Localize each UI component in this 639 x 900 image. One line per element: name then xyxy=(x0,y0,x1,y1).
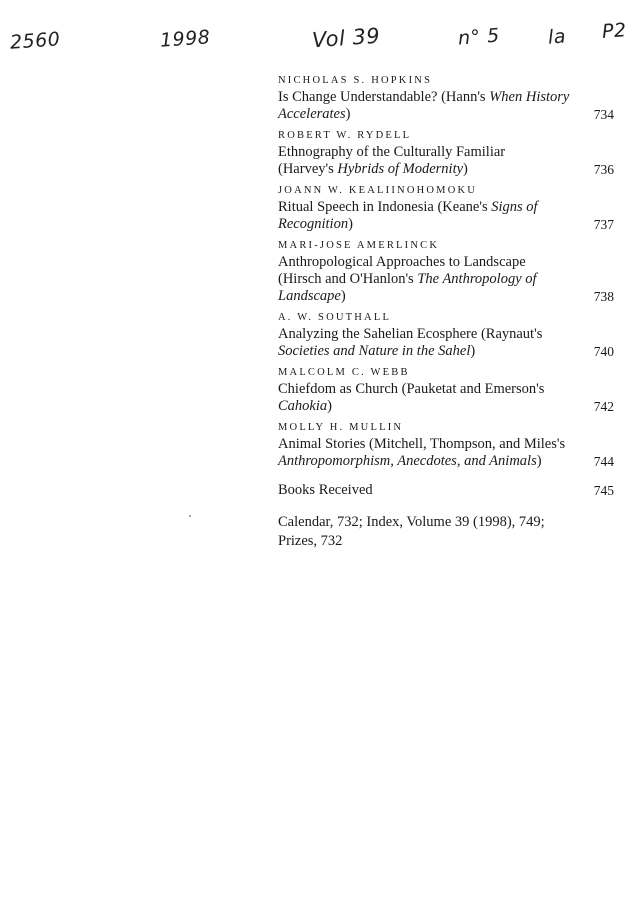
entry-title-line xyxy=(278,199,574,233)
entry-row xyxy=(278,381,614,415)
toc-entry xyxy=(278,421,614,470)
handwritten-note-year: 1998 xyxy=(159,26,212,52)
entry-review-italic: Signs of Recognition xyxy=(278,199,538,232)
entry-title-line xyxy=(278,326,574,360)
books-received-row xyxy=(278,482,614,499)
entry-title: Chiefdom as Church xyxy=(278,381,399,397)
toc-entry xyxy=(278,239,614,305)
entry-review-pre: (Mitchell, Thompson, and Miles's xyxy=(365,436,566,452)
toc-entry xyxy=(278,366,614,415)
entry-page: 736 xyxy=(593,162,614,177)
entry-author: MALCOLM C. WEBB xyxy=(278,367,410,378)
entry-review-pre: (Hann's xyxy=(437,89,490,105)
entry-row xyxy=(278,144,614,178)
entry-author: MOLLY H. MULLIN xyxy=(278,422,404,433)
entry-author: NICHOLAS S. HOPKINS xyxy=(278,75,433,86)
entry-row xyxy=(278,199,614,233)
entry-page: 742 xyxy=(593,399,614,414)
entry-review-post: ) xyxy=(536,453,542,469)
handwritten-note-volume: Vol 39 xyxy=(311,23,381,53)
entry-review-pre: (Raynaut's xyxy=(477,326,543,342)
entry-review-italic: When History Accelerates xyxy=(278,89,570,122)
entry-review-line xyxy=(278,161,574,178)
entry-page: 734 xyxy=(593,107,614,122)
toc-entry xyxy=(278,74,614,123)
entry-title-line xyxy=(278,436,574,470)
entry-page: 738 xyxy=(593,289,614,304)
entry-author: A. W. SOUTHALL xyxy=(278,312,392,323)
entry-review-pre: (Keane's xyxy=(433,199,492,215)
toc-footer: Calendar, 732; Index, Volume 39 (1998), 749; Prizes, 732 xyxy=(278,514,545,549)
entry-title: Ethnography of the Culturally Familiar xyxy=(278,144,506,160)
entry-review-italic: Anthropomorphism, Anecdotes, and Animals xyxy=(278,453,537,469)
entry-review-italic: The Anthropology of Landscape xyxy=(278,271,537,304)
entry-review-post: ) xyxy=(348,216,353,232)
entry-row xyxy=(278,89,614,123)
handwritten-note-id: 2560 xyxy=(9,28,62,54)
entry-review-pre: (Pauketat and Emerson's xyxy=(398,381,545,397)
entry-author: JOANN W. KEALIINOHOMOKU xyxy=(278,185,478,196)
entry-review-post: ) xyxy=(345,106,351,122)
books-received-page: 745 xyxy=(593,483,614,498)
toc-entry xyxy=(278,311,614,360)
entry-row xyxy=(278,254,614,305)
entry-page: 744 xyxy=(593,454,614,469)
entry-title: Analyzing the Sahelian Ecosphere xyxy=(278,326,478,342)
entry-review-pre: (Hirsch and O'Hanlon's xyxy=(278,271,418,287)
books-received-label: Books Received xyxy=(278,482,373,498)
toc-entry xyxy=(278,184,614,233)
scan-speck xyxy=(189,515,191,517)
entry-title-line xyxy=(278,89,574,123)
handwritten-note-p2: P2 xyxy=(601,19,628,43)
entry-title: Anthropological Approaches to Landscape xyxy=(278,254,526,270)
entry-title: Ritual Speech in Indonesia xyxy=(278,199,434,215)
entry-review-line xyxy=(278,271,574,305)
handwritten-note-number: n° 5 xyxy=(457,24,501,50)
entry-title: Animal Stories xyxy=(278,436,366,452)
entry-review-post: ) xyxy=(470,343,476,359)
entry-review-post: ) xyxy=(340,288,346,304)
entry-title: Is Change Understandable? xyxy=(278,89,438,105)
entry-author: MARI-JOSE AMERLINCK xyxy=(278,240,440,251)
entry-author: ROBERT W. RYDELL xyxy=(278,130,412,141)
entry-title-line xyxy=(278,381,574,415)
entry-review-pre: (Harvey's xyxy=(278,161,338,177)
entry-review-italic: Cahokia xyxy=(278,398,328,414)
entry-review-post: ) xyxy=(327,398,332,414)
handwritten-note-la: la xyxy=(547,25,567,49)
entry-review-italic: Hybrids of Modernity xyxy=(337,161,464,177)
entry-review-italic: Societies and Nature in the Sahel xyxy=(278,343,471,359)
entry-page: 737 xyxy=(593,217,614,232)
table-of-contents xyxy=(278,74,614,551)
entry-row xyxy=(278,436,614,470)
entry-row xyxy=(278,326,614,360)
toc-entry xyxy=(278,129,614,178)
entry-page: 740 xyxy=(593,344,614,359)
entry-review-post: ) xyxy=(463,161,468,177)
